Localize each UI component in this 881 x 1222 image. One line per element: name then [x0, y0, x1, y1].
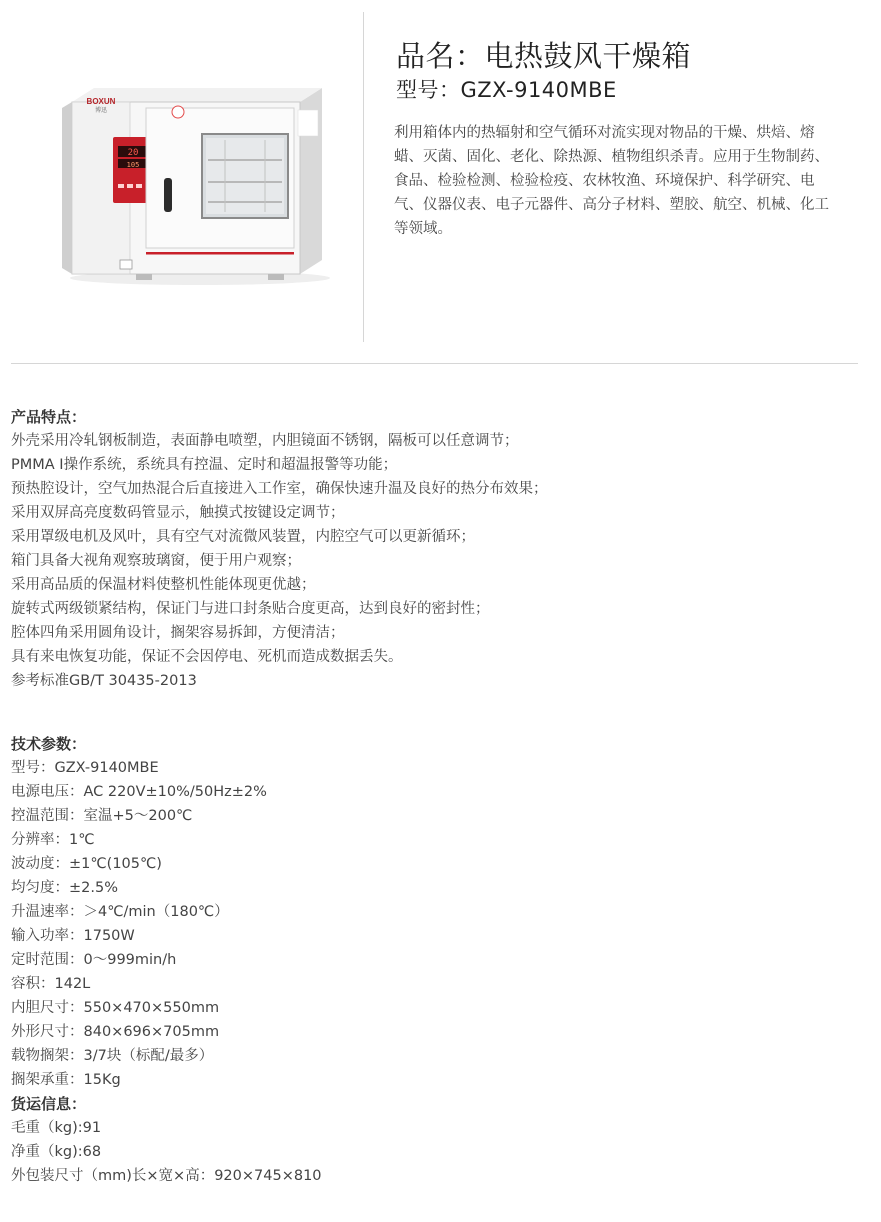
product-name: 品名：电热鼓风干燥箱 [396, 39, 692, 73]
spec-item: 容积：142L [11, 976, 91, 992]
spec-item: 波动度：±1℃(105℃) [11, 856, 162, 872]
spec-item: 外形尺寸：840×696×705mm [11, 1024, 220, 1040]
spec-item: 搁架承重：15Kg [11, 1072, 121, 1088]
display-bottom-value: 105 [126, 161, 140, 169]
feature-item: 采用高品质的保温材料使整机性能体现更优越； [11, 577, 316, 593]
shipping-item: 毛重（kg):91 [11, 1120, 102, 1136]
vertical-divider [363, 12, 364, 342]
feature-item: 腔体四角采用圆角设计，搁架容易拆卸，方便清洁； [11, 625, 345, 641]
feature-item: PMMA I操作系统，系统具有控温、定时和超温报警等功能； [11, 457, 398, 473]
horizontal-divider [11, 363, 858, 364]
product-description: 利用箱体内的热辐射和空气循环对流实现对物品的干燥、烘焙、熔蜡、灭菌、固化、老化、除热源、植物组织杀青。应用于生物制药、食品、检验检测、检验检疫、农林牧渔、环境保护、科学研究、电气、仪器仪表、电子元器件、高分子材料、塑胶、航空、机械、化工等领域。 [394, 125, 829, 237]
feature-item: 箱门具备大视角观察玻璃窗，便于用户观察； [11, 553, 301, 569]
spec-item: 分辨率：1℃ [11, 832, 95, 848]
shipping-item: 外包装尺寸（mm)长×宽×高：920×745×810 [11, 1168, 322, 1184]
features-section [11, 405, 871, 693]
drying-oven-image [50, 82, 330, 292]
spec-item: 定时范围：0～999min/h [11, 952, 177, 968]
spec-item: 电源电压：AC 220V±10%/50Hz±2% [11, 784, 267, 800]
shipping-title: 货运信息： [11, 1095, 87, 1113]
specs-section [11, 732, 871, 1188]
spec-item: 型号：GZX-9140MBE [11, 760, 159, 776]
spec-item: 升温速率：＞4℃/min（180℃） [11, 904, 229, 920]
brand-sub: 博迅 [94, 107, 108, 114]
display-top-value: 20 [127, 148, 139, 158]
feature-item: 采用双屏高亮度数码管显示，触摸式按键设定调节； [11, 505, 345, 521]
feature-item: 旋转式两级锁紧结构，保证门与进口封条贴合度更高，达到良好的密封性； [11, 601, 490, 617]
spec-item: 内胆尺寸：550×470×550mm [11, 1000, 220, 1016]
spec-item: 控温范围：室温+5～200℃ [11, 808, 193, 824]
feature-item: 预热腔设计，空气加热混合后直接进入工作室，确保快速升温及良好的热分布效果； [11, 481, 548, 497]
feature-item: 参考标准GB/T 30435-2013 [11, 673, 197, 689]
features-title: 产品特点： [11, 408, 87, 426]
product-header [0, 0, 881, 364]
feature-item: 具有来电恢复功能，保证不会因停电、死机而造成数据丢失。 [11, 649, 403, 665]
feature-item: 采用罩级电机及风叶，具有空气对流微风装置，内腔空气可以更新循环； [11, 529, 475, 545]
spec-item: 输入功率：1750W [11, 928, 135, 944]
specs-title: 技术参数： [11, 735, 87, 753]
shipping-item: 净重（kg):68 [11, 1144, 102, 1160]
spec-item: 均匀度：±2.5% [11, 880, 118, 896]
brand-logo: BOXUN [86, 97, 116, 106]
feature-item: 外壳采用冷轧钢板制造，表面静电喷塑，内胆镜面不锈钢，隔板可以任意调节； [11, 433, 519, 449]
product-model: 型号：GZX-9140MBE [396, 78, 617, 102]
spec-item: 载物搁架：3/7块（标配/最多） [11, 1048, 214, 1064]
